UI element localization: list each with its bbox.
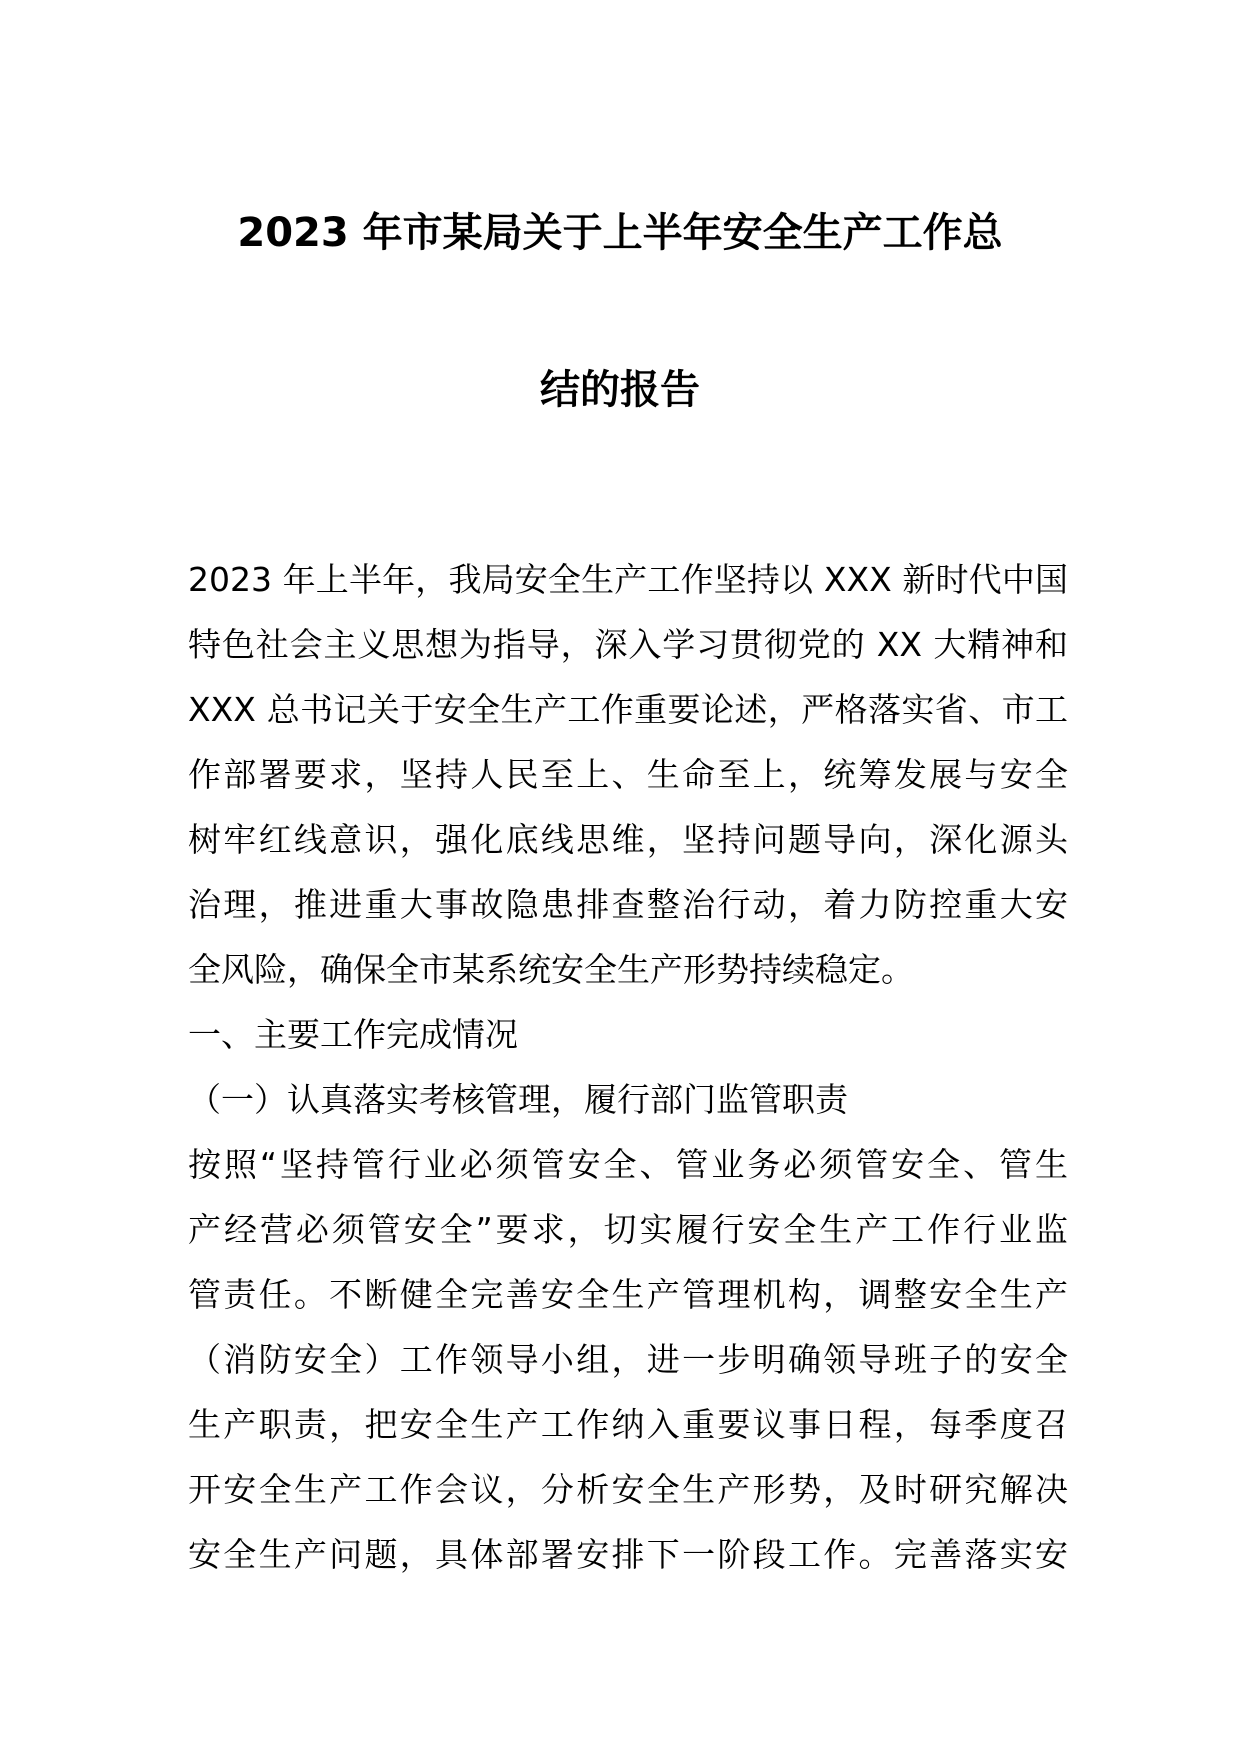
body-line-13: 开安全生产工作会议，分析安全生产形势，及时研究解决 xyxy=(188,1470,1068,1509)
section-heading-1: 一、主要工作完成情况 xyxy=(188,1015,518,1054)
body-line-12: 生产职责，把安全生产工作纳入重要议事日程，每季度召 xyxy=(188,1405,1068,1444)
body-line-11: （消防安全）工作领导小组，进一步明确领导班子的安全 xyxy=(188,1340,1068,1379)
body-line-3: XXX 总书记关于安全生产工作重要论述，严格落实省、市工 xyxy=(188,690,1068,729)
body-line-9: 产经营必须管安全”要求，切实履行安全生产工作行业监 xyxy=(188,1210,1068,1249)
subsection-heading-1: （一）认真落实考核管理，履行部门监管职责 xyxy=(188,1080,848,1119)
document-body xyxy=(188,547,1068,1587)
body-line-4: 作部署要求，坚持人民至上、生命至上，统筹发展与安全 xyxy=(188,755,1068,794)
body-line-14: 安全生产问题，具体部署安排下一阶段工作。完善落实安 xyxy=(188,1535,1068,1574)
body-line-10: 管责任。不断健全完善安全生产管理机构，调整安全生产 xyxy=(188,1275,1068,1314)
document-title-line-1: 2023 年市某局关于上半年安全生产工作总 xyxy=(237,210,1003,256)
body-line-1: 2023 年上半年，我局安全生产工作坚持以 XXX 新时代中国 xyxy=(188,560,1068,599)
body-line-7: 全风险，确保全市某系统安全生产形势持续稳定。 xyxy=(188,950,914,989)
body-line-8: 按照“坚持管行业必须管安全、管业务必须管安全、管生 xyxy=(188,1145,1068,1184)
document-title-line-2: 结的报告 xyxy=(540,367,700,413)
body-line-2: 特色社会主义思想为指导，深入学习贯彻党的 XX 大精神和 xyxy=(188,625,1068,664)
body-line-6: 治理，推进重大事故隐患排查整治行动，着力防控重大安 xyxy=(188,885,1068,924)
body-line-5: 树牢红线意识，强化底线思维，坚持问题导向，深化源头 xyxy=(188,820,1068,859)
